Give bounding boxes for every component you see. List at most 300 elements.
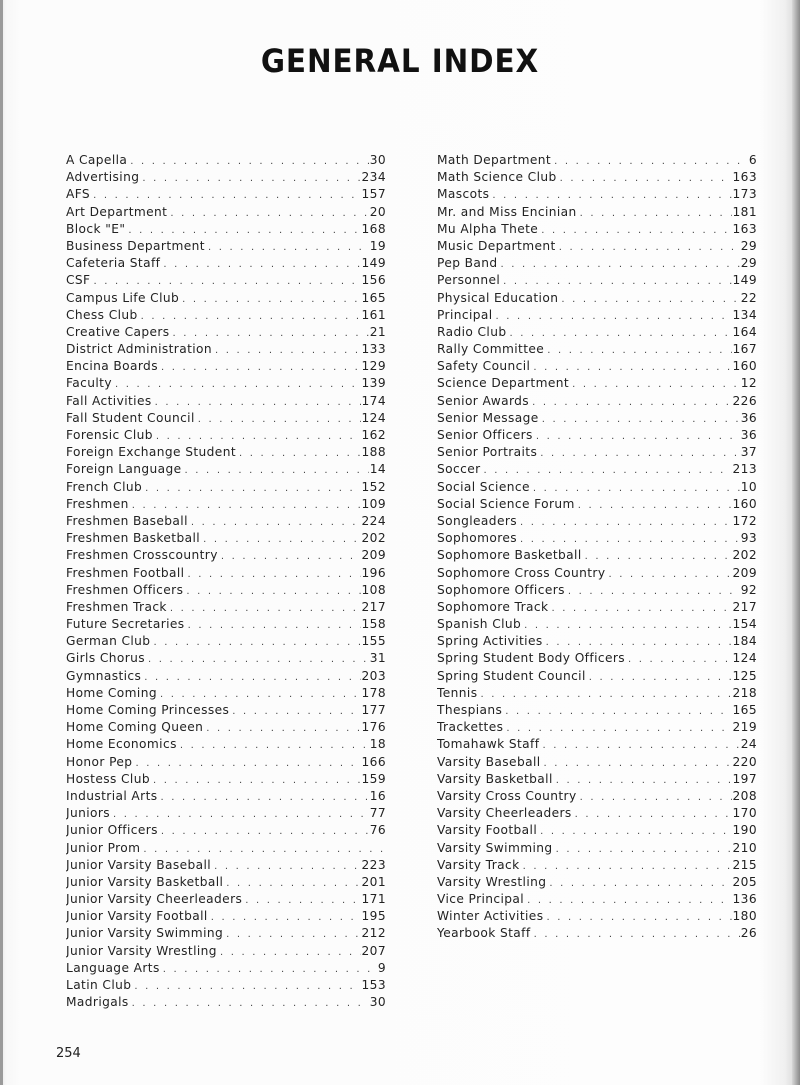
index-entry-page: 180: [732, 909, 757, 924]
index-entry-name: Spring Student Council: [437, 668, 586, 683]
index-entry-name: Hostess Club: [66, 771, 150, 786]
dot-leader: [226, 875, 360, 891]
index-entry-name: Sophomore Basketball: [437, 548, 582, 563]
dot-leader: [128, 222, 360, 238]
index-entry-page: 201: [361, 874, 386, 889]
dot-leader: [132, 497, 361, 513]
dot-leader: [155, 394, 361, 410]
dot-leader: [153, 772, 361, 788]
index-entry-page: 217: [361, 599, 386, 614]
index-entry-page: 10: [740, 479, 757, 494]
index-entry: [66, 736, 386, 753]
index-entry-page: 158: [361, 617, 386, 632]
index-entry-page: 234: [361, 170, 386, 185]
dot-leader: [161, 359, 361, 375]
index-entry: [66, 599, 386, 616]
index-entry-name: Language Arts: [66, 960, 160, 975]
index-entry-name: Fall Activities: [66, 393, 152, 408]
dot-leader: [145, 480, 360, 496]
index-entry-page: 165: [732, 703, 757, 717]
index-entry-page: 29: [740, 256, 757, 271]
index-entry-name: Senior Officers: [437, 428, 533, 442]
dot-leader: [568, 583, 740, 599]
dot-leader: [182, 291, 360, 307]
index-entry: [437, 599, 757, 616]
dot-leader: [585, 548, 732, 564]
index-entry-name: Juniors: [66, 806, 111, 821]
dot-leader: [239, 445, 361, 461]
index-entry-page: 30: [369, 153, 386, 167]
index-entry: [437, 925, 757, 942]
index-entry-name: Junior Officers: [66, 823, 158, 838]
dot-leader: [580, 789, 732, 805]
index-entry-name: Block "E": [66, 221, 126, 236]
index-entry: [437, 461, 757, 478]
index-entry: [437, 736, 757, 753]
index-entry-page: 37: [740, 445, 757, 460]
dot-leader: [532, 394, 731, 410]
index-entry: [437, 840, 757, 857]
index-entry: [66, 221, 386, 238]
index-entry: [66, 565, 386, 582]
index-entry-name: Math Science Club: [437, 170, 557, 185]
dot-leader: [556, 841, 732, 857]
index-entry: [66, 650, 386, 667]
index-entry-name: Senior Portraits: [437, 445, 538, 460]
index-entry-name: Future Secretaries: [66, 617, 185, 632]
dot-leader: [589, 669, 732, 685]
index-entry-name: Trackettes: [437, 720, 504, 735]
index-entry-page: 212: [361, 926, 386, 941]
index-entry: [437, 358, 757, 375]
index-entry-page: 203: [361, 668, 386, 683]
index-entry-name: Sophomore Track: [437, 599, 549, 614]
index-entry: [66, 461, 386, 478]
index-entry: [437, 530, 757, 547]
dot-leader: [628, 651, 732, 667]
index-entry-page: 12: [740, 376, 757, 391]
index-entry-name: Winter Activities: [437, 909, 544, 924]
index-entry-page: 219: [732, 720, 757, 735]
index-entry-name: CSF: [66, 273, 91, 288]
index-entry-name: Music Department: [437, 238, 556, 253]
index-entry: [66, 616, 386, 633]
index-entry: [437, 427, 757, 444]
index-entry: [66, 547, 386, 564]
index-entry-page: 164: [732, 324, 757, 339]
index-entry: [66, 393, 386, 410]
dot-leader: [245, 892, 360, 908]
dot-leader: [533, 480, 740, 496]
index-entry-page: 129: [361, 359, 386, 374]
dot-leader: [156, 428, 361, 444]
index-entry-page: 16: [369, 788, 386, 803]
dot-leader: [523, 858, 732, 874]
index-entry: [66, 668, 386, 685]
index-entry: [66, 479, 386, 496]
index-entry: [66, 444, 386, 461]
index-entry-page: 178: [361, 685, 386, 700]
index-entry-name: Cafeteria Staff: [66, 256, 161, 271]
index-entry-name: Faculty: [66, 376, 112, 391]
index-entry: [66, 255, 386, 272]
index-entry-page: 218: [732, 685, 757, 700]
index-entry-page: 210: [732, 840, 757, 855]
index-entry-page: 209: [361, 548, 386, 563]
index-entry-name: Industrial Arts: [66, 788, 158, 803]
index-entry-page: 155: [361, 634, 386, 649]
dot-leader: [221, 548, 361, 564]
index-entry: [437, 668, 757, 685]
index-entry-name: Sophomore Officers: [437, 582, 565, 597]
dot-leader: [220, 944, 361, 960]
index-entry: [66, 186, 386, 203]
page-title: GENERAL INDEX: [260, 42, 540, 80]
index-entry: [437, 152, 757, 169]
index-entry-page: 166: [361, 754, 386, 769]
index-entry-name: Girls Chorus: [66, 651, 146, 666]
index-entry-name: Gymnastics: [66, 668, 142, 683]
index-entry: [437, 186, 757, 203]
index-entry-page: 136: [732, 892, 757, 907]
index-entry-name: Madrigals: [66, 995, 129, 1010]
index-entry: [437, 255, 757, 272]
index-entry-page: 108: [361, 582, 386, 597]
index-entry: [66, 169, 386, 186]
dot-leader: [480, 686, 731, 702]
dot-leader: [551, 600, 731, 616]
index-entry-page: 197: [732, 771, 757, 786]
index-entry-page: 76: [369, 823, 386, 838]
index-entry-name: Junior Varsity Baseball: [66, 857, 212, 872]
index-entry-page: 149: [732, 273, 757, 288]
index-entry: [437, 805, 757, 822]
dot-leader: [547, 342, 731, 358]
index-entry-page: 20: [369, 204, 386, 219]
index-entry: [66, 633, 386, 650]
index-entry-name: Forensic Club: [66, 428, 153, 442]
dot-leader: [191, 514, 361, 530]
index-entry-name: Science Department: [437, 376, 570, 391]
index-entry-name: Foreign Language: [66, 462, 182, 477]
index-entry-name: Varsity Swimming: [437, 840, 553, 855]
index-entry: [437, 582, 757, 599]
index-entry-page: 18: [369, 737, 386, 752]
index-entry-page: 177: [361, 703, 386, 717]
index-entry-page: 160: [732, 496, 757, 511]
index-entry-page: 14: [369, 462, 386, 477]
dot-leader: [549, 875, 731, 891]
index-entry: [66, 204, 386, 221]
index-entry-name: Home Coming Queen: [66, 720, 204, 735]
dot-leader: [520, 514, 732, 530]
index-entry-page: 220: [732, 754, 757, 769]
dot-leader: [93, 273, 360, 289]
dot-leader: [208, 239, 369, 255]
index-entry-name: Varsity Track: [437, 857, 520, 872]
index-entry: [66, 375, 386, 392]
index-entry-page: 36: [740, 428, 757, 442]
index-entry: [437, 393, 757, 410]
index-entry-page: 124: [361, 410, 386, 425]
index-entry-page: 152: [361, 479, 386, 494]
index-entry: [66, 925, 386, 942]
index-entry: [437, 169, 757, 186]
index-entry: [66, 771, 386, 788]
dot-leader: [134, 978, 360, 994]
index-entry: [66, 410, 386, 427]
index-entry-name: Math Department: [437, 153, 552, 167]
index-entry: [437, 444, 757, 461]
index-entry-page: 21: [369, 324, 386, 339]
index-entry: [66, 307, 386, 324]
index-entry-name: Freshmen: [66, 496, 129, 511]
index-entry-page: 170: [732, 806, 757, 821]
dot-leader: [524, 617, 731, 633]
dot-leader: [163, 256, 360, 272]
index-entry: [437, 547, 757, 564]
dot-leader: [185, 462, 369, 478]
index-entry: [437, 324, 757, 341]
dot-leader: [575, 806, 732, 822]
dot-leader: [496, 308, 732, 324]
index-entry-page: 202: [361, 531, 386, 546]
index-entry-name: Senior Awards: [437, 393, 530, 408]
index-entry-name: Latin Club: [66, 978, 132, 992]
index-entry-page: 172: [732, 513, 757, 528]
index-entry-page: 92: [740, 582, 757, 597]
index-entry-name: Sophomore Cross Country: [437, 565, 606, 580]
index-entry: [66, 857, 386, 874]
index-entry-page: 188: [361, 445, 386, 460]
index-entry-name: Pep Band: [437, 256, 498, 271]
index-entry-page: 159: [361, 771, 386, 786]
index-entry: [66, 685, 386, 702]
index-entry-name: Foreign Exchange Student: [66, 445, 236, 460]
index-entry: [437, 307, 757, 324]
index-entry-name: Campus Life Club: [66, 290, 180, 305]
index-entry-page: 157: [361, 187, 386, 202]
index-entry-page: 208: [732, 788, 757, 803]
index-entry-page: 139: [361, 376, 386, 391]
index-entry: [437, 822, 757, 839]
dot-leader: [546, 634, 732, 650]
dot-leader: [559, 239, 740, 255]
index-entry-name: Senior Message: [437, 410, 539, 425]
dot-leader: [542, 411, 740, 427]
index-entry-page: 163: [732, 170, 757, 185]
index-entry-page: 215: [732, 857, 757, 872]
index-entry: [437, 204, 757, 221]
dot-leader: [113, 806, 369, 822]
page-left-edge: [0, 0, 3, 1085]
index-entry: [437, 221, 757, 238]
index-entry-page: 174: [361, 393, 386, 408]
index-entry-name: Home Coming Princesses: [66, 703, 230, 717]
index-entry: [437, 290, 757, 307]
index-entry: [437, 479, 757, 496]
dot-leader: [509, 325, 731, 341]
index-entry-name: Songleaders: [437, 513, 518, 528]
dot-leader: [188, 617, 361, 633]
index-entry-page: 165: [361, 290, 386, 305]
index-entry-page: 124: [732, 651, 757, 666]
index-entry: [437, 685, 757, 702]
index-entry-page: 154: [732, 617, 757, 632]
index-entry-name: Freshmen Crosscountry: [66, 548, 218, 563]
index-entry-page: 196: [361, 565, 386, 580]
index-entry-page: 22: [740, 290, 757, 305]
index-entry-name: Thespians: [437, 703, 503, 717]
index-entry-name: Yearbook Staff: [437, 926, 531, 941]
index-entry-page: 9: [377, 960, 386, 975]
index-entry-name: Physical Education: [437, 290, 559, 305]
dot-leader: [546, 909, 731, 925]
dot-leader: [160, 686, 361, 702]
dot-leader: [544, 755, 732, 771]
index-entry-name: Home Coming: [66, 685, 157, 700]
dot-leader: [492, 187, 731, 203]
dot-leader: [533, 359, 731, 375]
index-entry-page: 133: [361, 342, 386, 357]
index-entry-page: 163: [732, 221, 757, 236]
dot-leader: [187, 566, 360, 582]
dot-leader: [142, 170, 360, 186]
index-entry: [437, 650, 757, 667]
index-entry-page: 226: [732, 393, 757, 408]
index-entry-page: 205: [732, 874, 757, 889]
index-entry: [437, 341, 757, 358]
index-entry-name: Fall Student Council: [66, 410, 195, 425]
dot-leader: [572, 376, 740, 392]
index-entry: [437, 272, 757, 289]
index-entry-name: Encina Boards: [66, 359, 158, 374]
index-entry-name: District Administration: [66, 342, 213, 357]
index-entry-page: 217: [732, 599, 757, 614]
index-entry-page: 213: [732, 462, 757, 477]
index-entry: [66, 582, 386, 599]
dot-leader: [540, 823, 731, 839]
index-entry-name: Varsity Basketball: [437, 771, 553, 786]
index-entry-page: 30: [369, 995, 386, 1010]
index-entry-page: 173: [732, 187, 757, 202]
dot-leader: [130, 153, 368, 169]
dot-leader: [198, 411, 361, 427]
dot-leader: [214, 858, 360, 874]
index-entry-page: 224: [361, 513, 386, 528]
index-entry-name: Freshmen Track: [66, 599, 167, 614]
index-entry-page: 176: [361, 720, 386, 735]
index-entry-page: 125: [732, 668, 757, 683]
index-entry: [66, 908, 386, 925]
index-entry-page: 190: [732, 823, 757, 838]
dot-leader: [503, 273, 731, 289]
index-entry-name: Radio Club: [437, 324, 507, 339]
index-entry-name: Mr. and Miss Encinian: [437, 204, 577, 219]
index-entry-name: French Club: [66, 479, 143, 494]
dot-leader: [115, 376, 361, 392]
index-entry: [437, 908, 757, 925]
index-entry-page: 31: [369, 651, 386, 666]
index-entry: [66, 719, 386, 736]
index-entry: [437, 702, 757, 719]
index-entry-page: 77: [369, 806, 386, 821]
index-entry-name: Creative Capers: [66, 324, 170, 339]
dot-leader: [232, 703, 360, 719]
dot-leader: [163, 961, 377, 977]
index-column-right: [437, 152, 757, 943]
dot-leader: [93, 187, 360, 203]
dot-leader: [211, 909, 361, 925]
index-entry: [66, 805, 386, 822]
index-entry-page: 19: [369, 238, 386, 253]
index-entry: [66, 943, 386, 960]
dot-leader: [148, 651, 369, 667]
index-entry-name: Business Department: [66, 238, 205, 253]
index-entry: [437, 375, 757, 392]
index-entry: [66, 702, 386, 719]
index-entry-page: 36: [740, 410, 757, 425]
index-entry-page: 156: [361, 273, 386, 288]
index-entry: [437, 616, 757, 633]
dot-leader: [554, 153, 748, 169]
dot-leader: [170, 600, 361, 616]
index-entry-name: Varsity Football: [437, 823, 538, 838]
dot-leader: [540, 445, 739, 461]
index-entry-name: Freshmen Baseball: [66, 513, 188, 528]
index-entry: [66, 960, 386, 977]
index-entry-page: 153: [361, 978, 386, 992]
index-entry-name: Spanish Club: [437, 617, 522, 632]
index-entry-name: Freshmen Football: [66, 565, 185, 580]
dot-leader: [135, 755, 360, 771]
dot-leader: [527, 892, 731, 908]
index-entry: [66, 152, 386, 169]
index-entry-page: 207: [361, 943, 386, 958]
index-entry-name: Spring Activities: [437, 634, 543, 649]
index-entry-name: Social Science: [437, 479, 530, 494]
dot-leader: [506, 720, 731, 736]
dot-leader: [561, 291, 739, 307]
index-entry-name: A Capella: [66, 153, 128, 167]
dot-leader: [143, 841, 385, 857]
index-entry: [66, 358, 386, 375]
dot-leader: [161, 789, 369, 805]
dot-leader: [608, 566, 731, 582]
index-column-left: [66, 152, 386, 1011]
page-binding-shadow: [792, 0, 800, 1085]
index-entry-page: 6: [748, 153, 757, 167]
index-entry-name: Sophomores: [437, 531, 518, 546]
index-entry-page: 195: [361, 909, 386, 924]
dot-leader: [536, 428, 740, 444]
index-entry: [437, 238, 757, 255]
index-entry: [437, 771, 757, 788]
index-entry-page: 26: [740, 926, 757, 941]
index-entry: [66, 324, 386, 341]
index-entry: [437, 719, 757, 736]
index-entry: [66, 891, 386, 908]
dot-leader: [173, 325, 369, 341]
index-entry-name: Freshmen Officers: [66, 582, 184, 597]
index-entry: [437, 891, 757, 908]
index-entry-page: 184: [732, 634, 757, 649]
index-entry-name: Varsity Wrestling: [437, 874, 547, 889]
index-entry-name: Safety Council: [437, 359, 531, 374]
index-entry-page: 109: [361, 496, 386, 511]
index-entry: [66, 341, 386, 358]
index-entry: [66, 530, 386, 547]
